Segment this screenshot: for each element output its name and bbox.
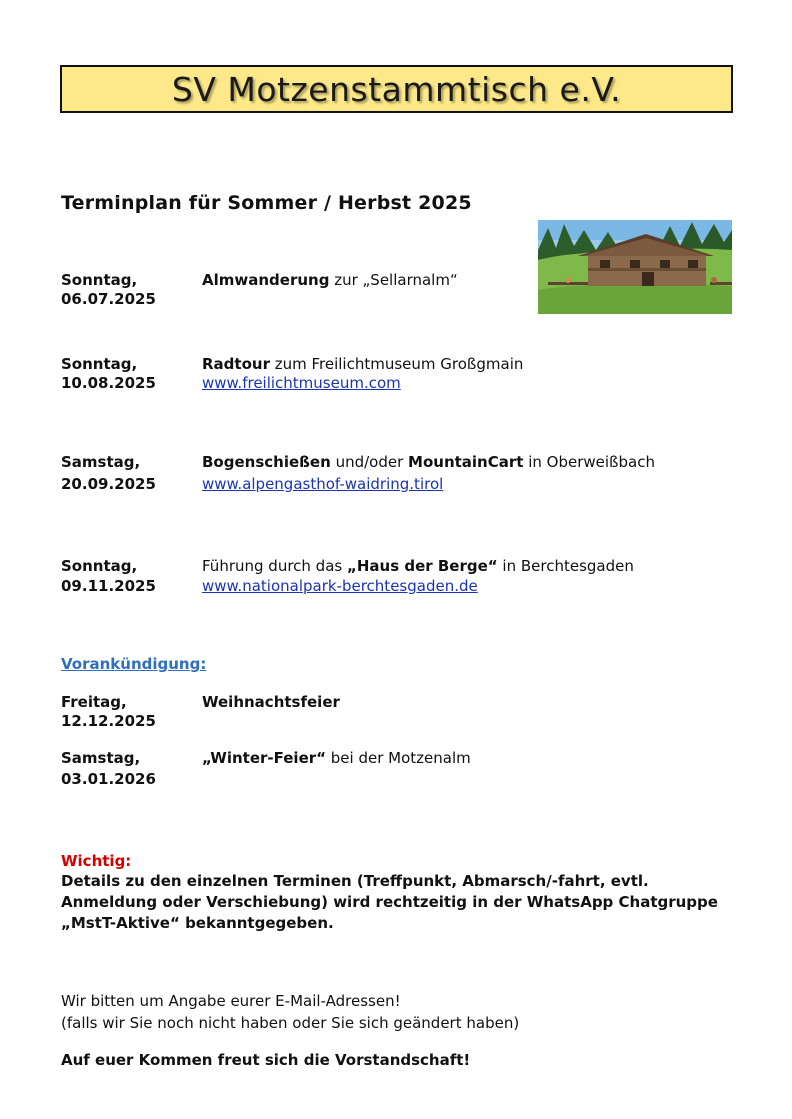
event-title-text: zum Freilichtmuseum Großgmain	[269, 355, 524, 373]
event-2-description	[202, 355, 722, 393]
event-title-strong: „Winter-Feier“	[202, 749, 326, 767]
event-3-date	[61, 453, 196, 494]
alpengasthof-link[interactable]: www.alpengasthof-waidring.tirol	[202, 475, 444, 493]
event-date: 03.01.2026	[61, 770, 156, 788]
important-label: Wichtig:	[61, 852, 132, 870]
event-day: Sonntag,	[61, 271, 138, 289]
event-title	[202, 355, 722, 374]
pre-event-2-date	[61, 749, 196, 789]
event-day: Sonntag,	[61, 355, 138, 373]
preannouncement-heading: Vorankündigung:	[61, 655, 207, 673]
event-title-strong: Weihnachtsfeier	[202, 693, 340, 711]
event-4-description	[202, 557, 722, 596]
event-day: Samstag,	[61, 453, 141, 471]
event-title	[202, 453, 722, 472]
freilichtmuseum-link[interactable]: www.freilichtmuseum.com	[202, 374, 401, 392]
event-title-strong: MountainCart	[408, 453, 524, 471]
event-title	[202, 557, 722, 576]
event-title-strong: Bogenschießen	[202, 453, 331, 471]
email-request: Wir bitten um Angabe eurer E-Mail-Adressen!	[61, 992, 401, 1010]
event-4-date	[61, 557, 196, 596]
event-2-date	[61, 355, 196, 393]
event-date: 20.09.2025	[61, 475, 156, 493]
event-day: Samstag,	[61, 749, 141, 767]
event-1-date	[61, 271, 196, 309]
event-title-text: in Berchtesgaden	[497, 557, 634, 575]
event-title-text: und/oder	[330, 453, 409, 471]
event-title-text: in Oberweißbach	[523, 453, 655, 471]
event-title-strong: Radtour	[202, 355, 270, 373]
event-day: Sonntag,	[61, 557, 138, 575]
club-banner	[60, 65, 733, 113]
event-3-description	[202, 453, 722, 494]
event-date: 09.11.2025	[61, 577, 156, 595]
pre-event-2-description	[202, 749, 722, 768]
event-date: 06.07.2025	[61, 290, 156, 308]
event-title-text: Führung durch das	[202, 557, 347, 575]
club-name: SV Motzenstammtisch e.V.	[171, 69, 622, 109]
closing-line: Auf euer Kommen freut sich die Vorstandschaft!	[61, 1051, 471, 1069]
nationalpark-link[interactable]: www.nationalpark-berchtesgaden.de	[202, 577, 478, 595]
important-text: Details zu den einzelnen Terminen (Treffpunkt, Abmarsch/-fahrt, evtl. Anmeldung oder Verschiebung) wird rechtzeitig in der WhatsApp Chatgruppe „MstT-Aktive“ bekanntgegeben.	[61, 872, 718, 932]
pre-event-1-date	[61, 693, 196, 731]
event-day: Freitag,	[61, 693, 127, 711]
event-title-text: bei der Motzenalm	[326, 749, 471, 767]
event-date: 12.12.2025	[61, 712, 156, 730]
event-title	[202, 271, 722, 290]
alm-hut-photo	[538, 220, 732, 314]
page-title: Terminplan für Sommer / Herbst 2025	[61, 192, 472, 214]
pre-event-1-description	[202, 693, 722, 712]
event-1-description	[202, 271, 722, 290]
email-request-note: (falls wir Sie noch nicht haben oder Sie sich geändert haben)	[61, 1014, 520, 1032]
event-date: 10.08.2025	[61, 374, 156, 392]
event-title-strong: „Haus der Berge“	[346, 557, 498, 575]
event-title-strong: Almwanderung	[202, 271, 330, 289]
event-title-text: zur „Sellarnalm“	[329, 271, 458, 289]
